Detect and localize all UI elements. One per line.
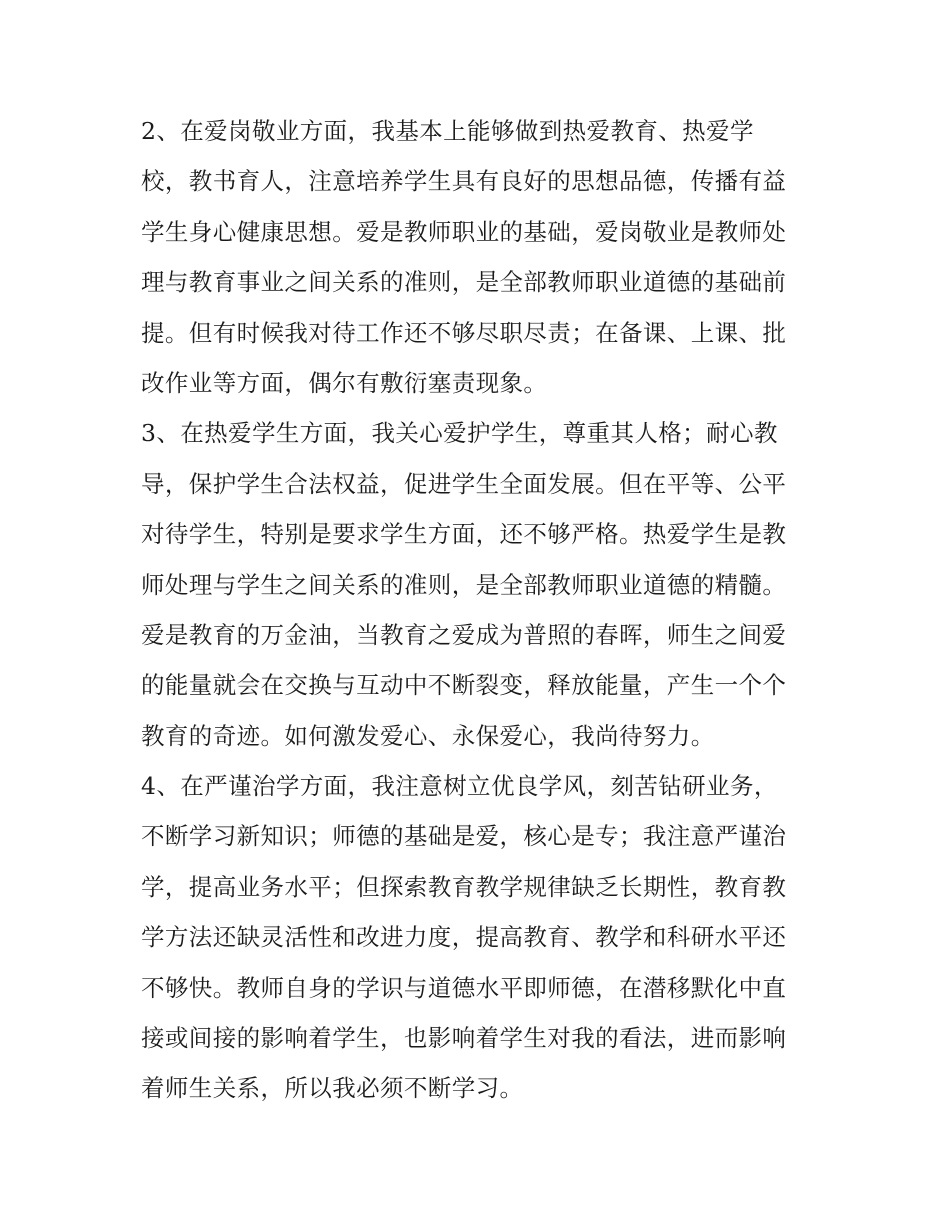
text-line: 4、在严谨治学方面，我注意树立优良学风，刻苦钻研业务，	[141, 772, 778, 801]
paragraph-section-4	[141, 761, 817, 1114]
text-line: 导，保护学生合法权益，促进学生全面发展。但在平等、公平	[141, 469, 787, 498]
text-line: 理与教育事业之间关系的准则，是全部教师职业道德的基础前	[141, 268, 787, 297]
text-line: 3、在热爱学生方面，我关心爱护学生，尊重其人格；耐心教	[141, 419, 778, 448]
text-line: 对待学生，特别是要求学生方面，还不够严格。热爱学生是教	[141, 520, 787, 549]
text-line: 改作业等方面，偶尔有敷衍塞责现象。	[141, 368, 548, 397]
text-line: 师处理与学生之间关系的准则，是全部教师职业道德的精髓。	[141, 570, 787, 599]
text-line: 2、在爱岗敬业方面，我基本上能够做到热爱教育、热爱学	[141, 117, 754, 145]
text-line: 不断学习新知识；师德的基础是爱，核心是专；我注意严谨治	[141, 822, 787, 851]
text-line: 提。但有时候我对待工作还不够尽职尽责；在备课、上课、批	[141, 318, 787, 347]
text-line: 的能量就会在交换与互动中不断裂变，释放能量，产生一个个	[141, 671, 787, 700]
document-body	[141, 106, 817, 1114]
text-line: 学生身心健康思想。爱是教师职业的基础，爱岗敬业是教师处	[141, 217, 787, 246]
text-line: 不够快。教师自身的学识与道德水平即师德，在潜移默化中直	[141, 973, 787, 1002]
text-line: 接或间接的影响着学生，也影响着学生对我的看法，进而影响	[141, 1024, 787, 1053]
text-line: 爱是教育的万金油，当教育之爱成为普照的春晖，师生之间爱	[141, 620, 787, 649]
text-line: 学方法还缺灵活性和改进力度，提高教育、教学和科研水平还	[141, 923, 787, 952]
text-line: 着师生关系，所以我必须不断学习。	[141, 1074, 524, 1103]
text-line: 教育的奇迹。如何激发爱心、永保爱心，我尚待努力。	[141, 721, 715, 750]
paragraph-section-3	[141, 408, 817, 761]
text-line: 校，教书育人，注意培养学生具有良好的思想品德，传播有益	[141, 167, 787, 196]
paragraph-section-2	[141, 106, 817, 408]
text-line: 学，提高业务水平；但探索教育教学规律缺乏长期性，教育教	[141, 872, 787, 901]
